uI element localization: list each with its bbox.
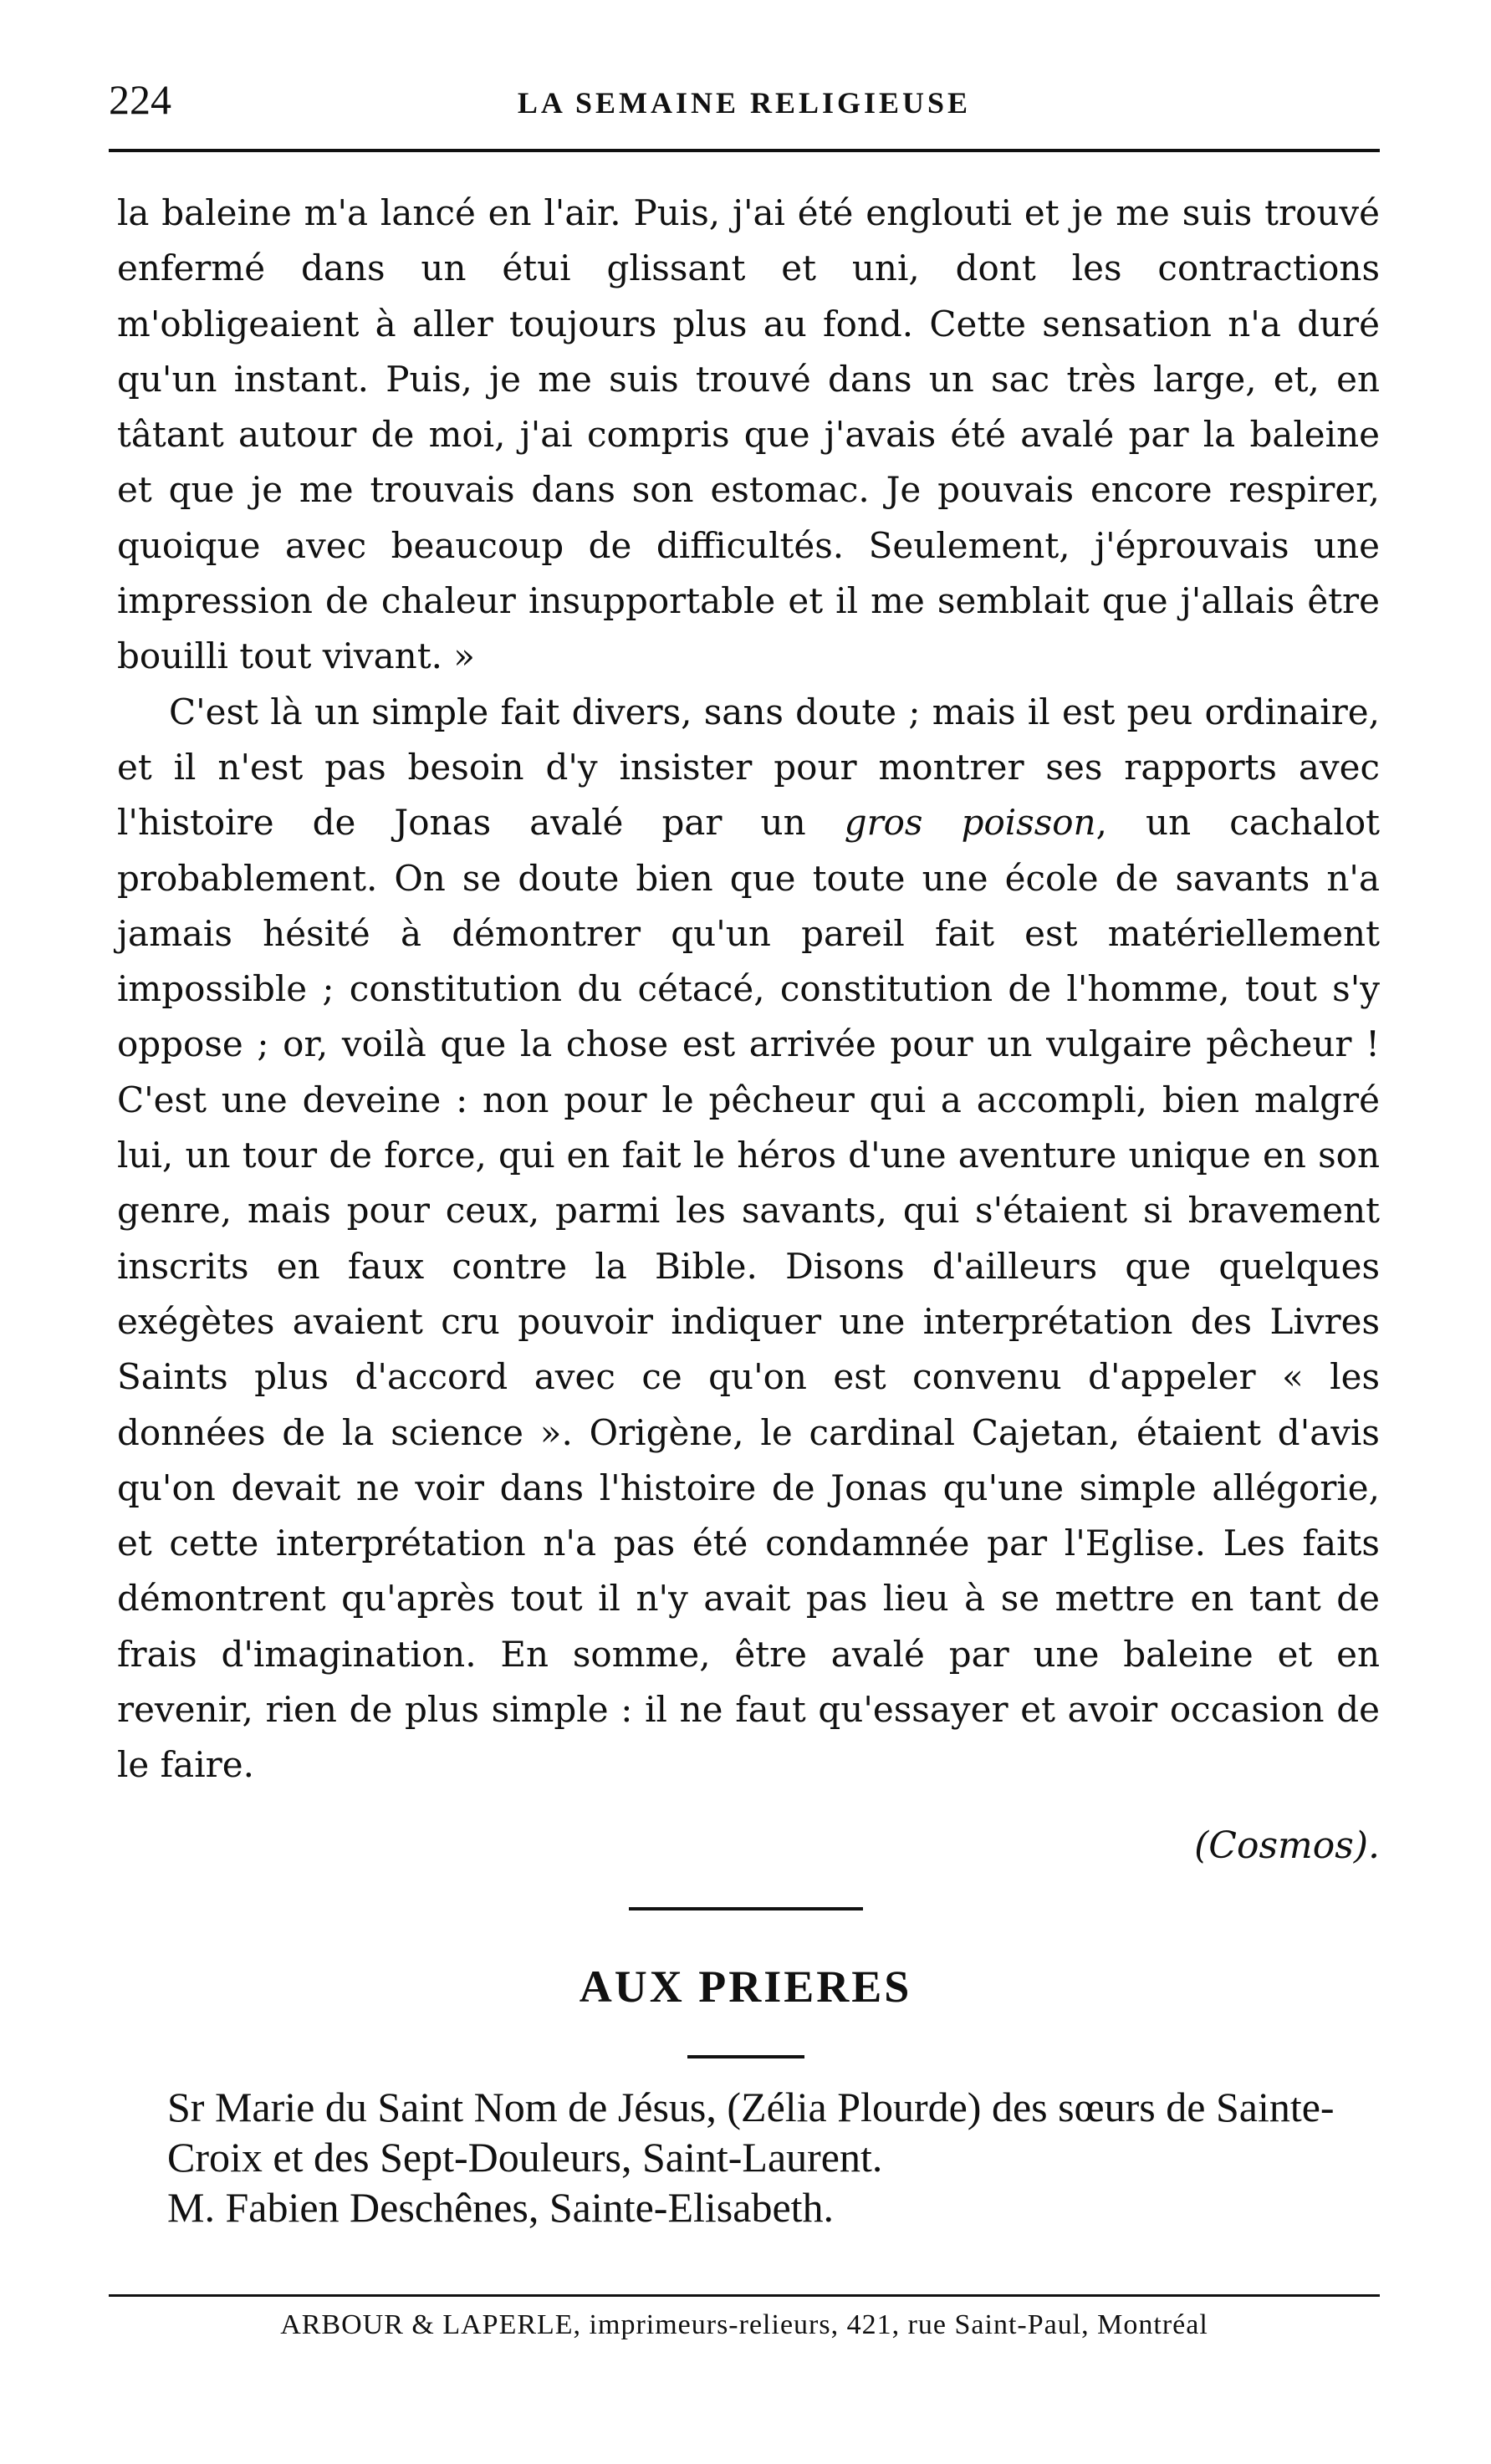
section-divider bbox=[629, 1907, 863, 1910]
source-credit: (Cosmos). bbox=[1194, 1824, 1380, 1867]
header-rule bbox=[109, 149, 1380, 152]
prayer-entry: M. Fabien Deschênes, Sainte-Elisabeth. bbox=[167, 2184, 835, 2231]
section-title: AUX PRIERES bbox=[579, 1962, 912, 2012]
page-header bbox=[109, 75, 1380, 134]
prayer-entry: Sr Marie du Saint Nom de Jésus, (Zélia Plourde) des sœurs de Sainte-Croix et des Sept-Douleurs, Saint-Laurent. bbox=[167, 2084, 1335, 2181]
article-paragraph: la baleine m'a lancé en l'air. Puis, j'ai été englouti et je me suis trouvé enfermé dans un étui glissant et uni, dont les contractions m'obligeaient à aller toujours plus au fond. Cette sensation n'a duré qu'un instant. Puis, je me suis trouvé dans un sac très large, et, en tâtant autour de moi, j'ai compris que j'avais été avalé par la baleine et que je me trouvais dans son estomac. Je pouvais encore respirer, quoique avec beaucoup de difficultés. Seulement, j'éprouvais une impression de chaleur insupportable et il me semblait que j'allais être bouilli tout vivant. » bbox=[117, 192, 1380, 677]
printer-imprint: ARBOUR & LAPERLE, imprimeurs-relieurs, 421, rue Saint-Paul, Montréal bbox=[280, 2309, 1208, 2340]
paragraph-text: , un cachalot probablement. On se doute bien que toute une école de savants n'a jamais hésité à démontrer qu'un pareil fait est matériellement impossible ; constitution du cétacé, constitution de l'homme, tout s'y oppose ; or, voilà que la chose est arrivée pour un vulgaire pêcheur ! C'est une deveine : non pour le pêcheur qui a accompli, bien malgré lui, un tour de force, qui en fait le héros d'une aventure unique en son genre, mais pour ceux, parmi les savants, qui s'étaient si bravement inscrits en faux contre la Bible. Disons d'ailleurs que quelques exégètes avaient cru pouvoir indiquer une interprétation des Livres Saints plus d'accord avec ce qu'on est convenu d'appeler « les données de la science ». Origène, le cardinal Cajetan, étaient d'avis qu'on devait ne voir dans l'histoire de Jonas qu'une simple allégorie, et cette interprétation n'a pas été condamnée par l'Eglise. Les faits démontrent qu'après tout il n'y avait pas lieu à se mettre en tant de frais d'imagination. En somme, être avalé par une baleine et en revenir, rien de plus simple : il ne faut qu'essayer et avoir occasion de le faire. bbox=[117, 802, 1380, 1786]
article-paragraph bbox=[117, 685, 1380, 1793]
prayer-list bbox=[117, 2082, 1380, 2232]
paragraph-text: C'est là un simple fait divers, sans doute ; mais il est peu ordinaire, et il n'est pas besoin d'y insister pour montrer ses rapports avec l'histoire de Jonas avalé par un bbox=[117, 691, 1380, 844]
running-head: LA SEMAINE RELIGIEUSE bbox=[517, 86, 972, 120]
article-body bbox=[117, 186, 1380, 1793]
footer-rule bbox=[109, 2294, 1380, 2297]
page-number: 224 bbox=[109, 76, 171, 123]
italic-phrase: gros poisson bbox=[844, 802, 1096, 844]
title-underline bbox=[687, 2055, 804, 2058]
